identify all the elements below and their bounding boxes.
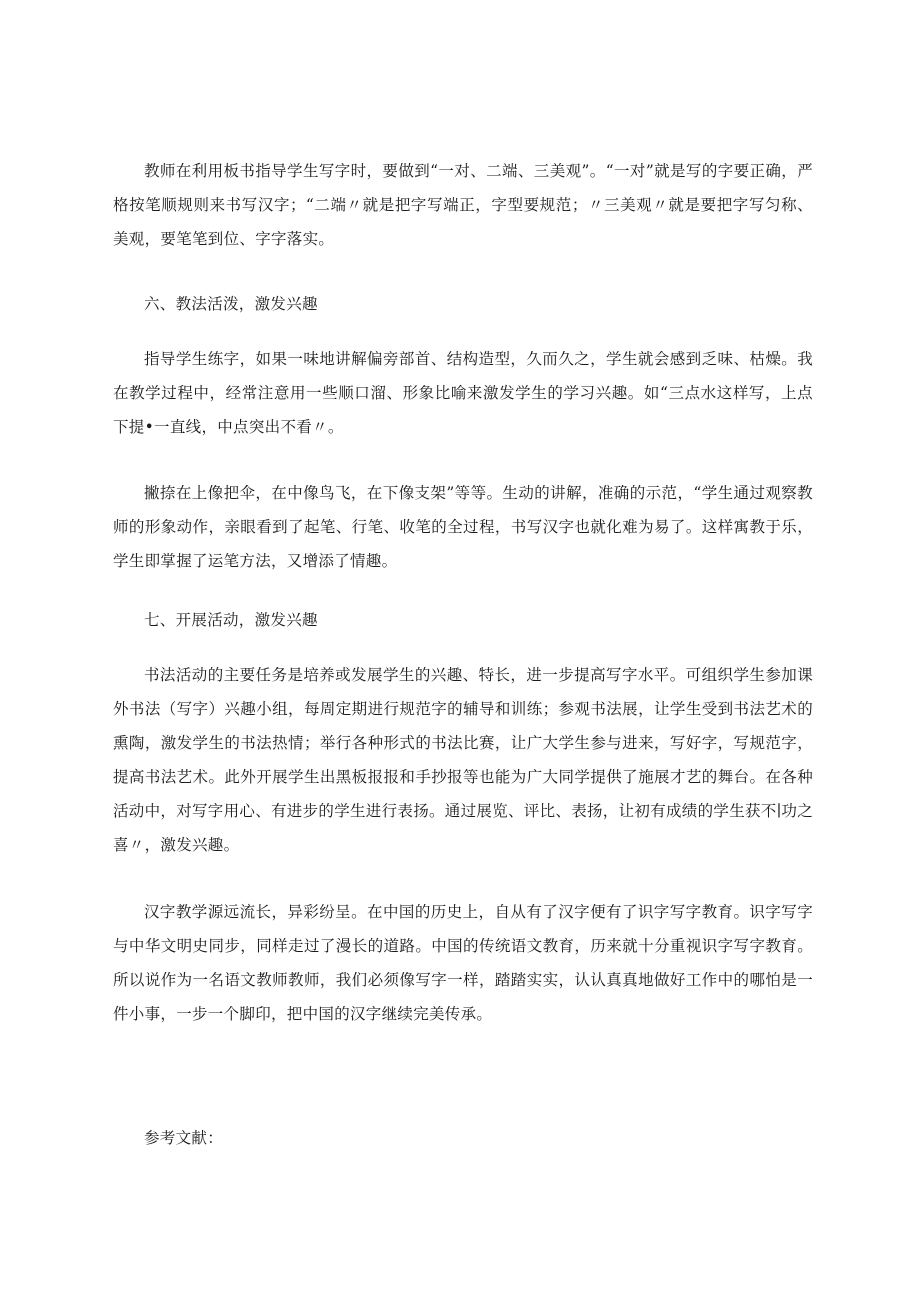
paragraph-conclusion: 汉字教学源远流长，异彩纷呈。在中国的历史上，自从有了汉字便有了识字写字教育。识字写字与中华文明史同步，同样走过了漫长的道路。中国的传统语文教育，历来就十分重视识字写字教育。所以说作为一名语文教师教师，我们必须像写字一样，踏踏实实，认认真真地做好工作中的哪怕是一件小事，一步一个脚印，把中国的汉字继续完美传承。	[113, 903, 813, 1023]
section-heading-seven: 七、开展活动，激发兴趣	[144, 611, 318, 629]
paragraph-stroke-demonstration: 撇捺在上像把伞，在中像鸟飞，在下像支架”等等。生动的讲解，准确的示范，“学生通过观察教师的形象动作，亲眼看到了起笔、行笔、收笔的全过程，书写汉字也就化难为易了。这样寓教于乐，学生即掌握了运笔方法，又增添了情趣。	[113, 484, 813, 570]
references-heading: 参考文献：	[144, 1129, 224, 1147]
paragraph-teaching-methods: 指导学生练字，如果一味地讲解偏旁部首、结构造型，久而久之，学生就会感到乏味、枯燥。我在教学过程中，经常注意用一些顺口溜、形象比喻来激发学生的学习兴趣。如“三点水这样写，上点下提•一直线，中点突出不看〃。	[113, 350, 813, 436]
section-heading-six: 六、教法活泼，激发兴趣	[144, 295, 318, 313]
paragraph-blackboard-writing: 教师在利用板书指导学生写字时，要做到“一对、二端、三美观”。“一对”就是写的字要正确，严格按笔顺规则来书写汉字；“二端〃就是把字写端正，字型要规范；〃三美观〃就是要把字写匀称、美观，要笔笔到位、字字落实。	[113, 162, 813, 248]
paragraph-calligraphy-activities: 书法活动的主要任务是培养或发展学生的兴趣、特长，进一步提高写字水平。可组织学生参加课外书法（写字）兴趣小组，每周定期进行规范字的辅导和训练；参观书法展，让学生受到书法艺术的熏陶，激发学生的书法热情；举行各种形式的书法比赛，让广大学生参与进来，写好字，写规范字，提高书法艺术。此外开展学生出黑板报报和手抄报等也能为广大同学提供了施展才艺的舞台。在各种活动中，对写字用心、有进步的学生进行表扬。通过展览、评比、表扬，让初有成绩的学生获不∣功之喜〃，激发兴趣。	[113, 666, 814, 854]
